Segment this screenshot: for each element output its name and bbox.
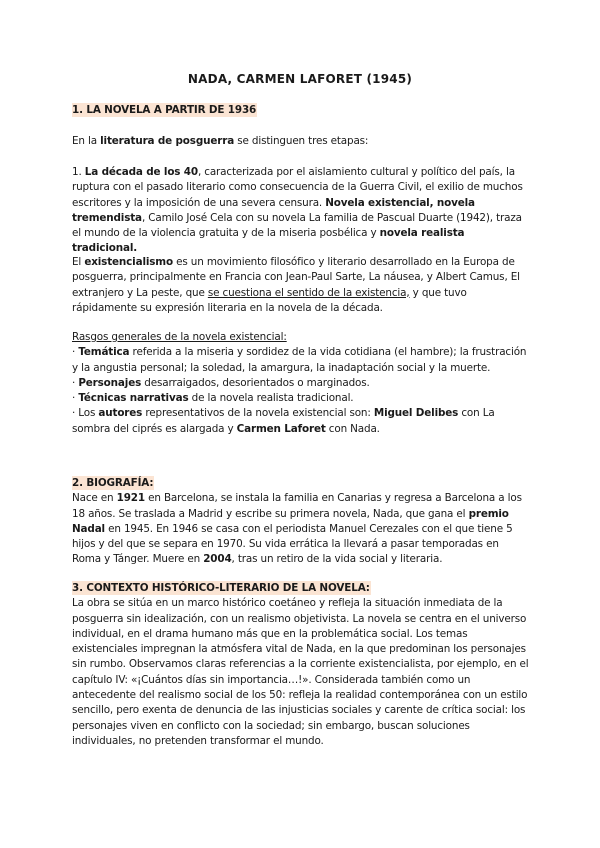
document-title: NADA, CARMEN LAFORET (1945) xyxy=(187,72,413,86)
section-1-intro xyxy=(72,134,530,149)
section-3-heading: 3. CONTEXTO HISTÓRICO-LITERARIO DE LA NOVELA: xyxy=(72,582,370,594)
p1-bold-novela: Novela existencial, novela tremendista xyxy=(72,196,475,224)
rasgo-text: de la novela realista tradicional. xyxy=(188,392,354,405)
p1-text: 1. xyxy=(72,166,85,178)
bullet: · xyxy=(72,392,79,405)
rasgos-list xyxy=(72,330,530,437)
p2-text: El xyxy=(72,256,85,268)
bullet: · xyxy=(72,346,79,359)
p2-underlined: se cuestiona el sentido de la existencia, xyxy=(207,286,410,299)
rasgo-text: referida a la miseria y sordidez de la vida cotidiana (el hambre); la frustración y la angustia personal; la soledad, la amargura, la inadaptación social y la muerte. xyxy=(72,346,527,374)
rasgo-bold: autores xyxy=(98,407,143,420)
rasgo-text: con Nada. xyxy=(325,422,380,435)
intro-bold: literatura de posguerra xyxy=(100,135,235,147)
rasgo-item-personajes xyxy=(72,376,530,391)
rasgo-bold: Técnicas narrativas xyxy=(78,392,189,405)
p2-bold-existencialismo: existencialismo xyxy=(84,256,173,268)
section-1-heading: 1. LA NOVELA A PARTIR DE 1936 xyxy=(72,104,257,116)
section-3-contexto xyxy=(72,581,530,749)
section-2-biografia xyxy=(72,476,530,568)
bio-bold-premio: premio Nadal xyxy=(72,507,509,535)
rasgo-item-tematica xyxy=(72,345,530,376)
section-2-heading: 2. BIOGRAFÍA: xyxy=(72,477,154,489)
p1-bold-realista: novela realista tradicional. xyxy=(72,227,465,255)
rasgo-text: representativos de la novela existencial son: xyxy=(142,407,374,420)
p1-text-cela: , Camilo José Cela con su novela La familia de Pascual Duarte (1942), traza el mundo de la violencia gratuita y de la miseria posbélica y xyxy=(72,211,522,240)
rasgo-bold: Personajes xyxy=(78,376,142,389)
rasgo-bold: Temática xyxy=(78,346,130,359)
p2-text-end: y que tuvo rápidamente su expresión literaria en la novela de la década. xyxy=(72,286,467,314)
rasgo-bold-laforet: Carmen Laforet xyxy=(236,422,326,435)
intro-text-end: se distinguen tres etapas: xyxy=(234,135,369,147)
rasgos-heading: Rasgos generales de la novela existencial: xyxy=(72,331,287,343)
p1-bold-decade: La década de los 40 xyxy=(84,166,198,178)
section-1-paragraph-existencialismo xyxy=(72,255,530,316)
p1-text-context: , caracterizada por el aislamiento cultural y político del país, la ruptura con el pasado literario como consecuencia de la Guerra Civil, el exilio de muchos escritores y la imposición de una severa censura. xyxy=(72,166,523,209)
bio-text-end: , tras un retiro de la vida social y literaria. xyxy=(231,553,443,566)
section-3-body: La obra se sitúa en un marco histórico coetáneo y refleja la situación inmediata de la posguerra sin idealización, con un realismo objetivista. La novela se centra en el universo individual, en el drama humano más que en la problemática social. Los temas existenciales impregnan la atmósfera vital de Nada, en la que predominan los personajes sin rumbo. Observamos claras referencias a la corriente existencialista, por ejemplo, en el capítulo IV: «¡Cuántos días sin importancia…!». Considerada también como un antecedente del realismo social de los 50: refleja la realidad contemporánea con un estilo sencillo, pero exenta de denuncia de las injusticias sociales y carente de crítica social: los personajes viven en conflicto con la sociedad; sin embargo, buscan soluciones individuales, no pretenden transformar el mundo. xyxy=(72,597,529,747)
bio-text-cont: en 1945. En 1946 se casa con el periodista Manuel Cerezales con el que tiene 5 hijos y del que se separa en 1970. Su vida errática la llevará a pasar temporadas en Roma y Tánger. Muere en xyxy=(72,522,513,566)
rasgo-bold-delibes: Miguel Delibes xyxy=(373,407,459,420)
rasgo-item-tecnicas xyxy=(72,391,530,406)
section-1-paragraph-decade xyxy=(72,165,530,257)
bio-bold-1921: 1921 xyxy=(116,492,145,505)
bullet: · Los xyxy=(72,407,99,420)
bullet: · xyxy=(72,376,79,389)
bio-text: Nace en xyxy=(72,492,117,505)
section-1-heading-block xyxy=(72,103,530,118)
rasgo-text: con La sombra del ciprés es alargada y xyxy=(72,407,495,435)
rasgo-text: desarraigados, desorientados o marginados. xyxy=(141,376,370,389)
bio-bold-2004: 2004 xyxy=(203,553,232,566)
bio-text-body: en Barcelona, se instala la familia en Canarias y regresa a Barcelona a los 18 años. Se traslada a Madrid y escribe su primera novela, Nada, que gana el xyxy=(72,492,522,520)
p2-text-body: es un movimiento filosófico y literario desarrollado en la Europa de posguerra, principalmente en Francia con Jean-Paul Sarte, La náusea, y Albert Camus, El extranjero y La peste, que xyxy=(72,256,520,299)
rasgo-item-autores xyxy=(72,406,530,437)
intro-text: En la xyxy=(72,135,101,147)
